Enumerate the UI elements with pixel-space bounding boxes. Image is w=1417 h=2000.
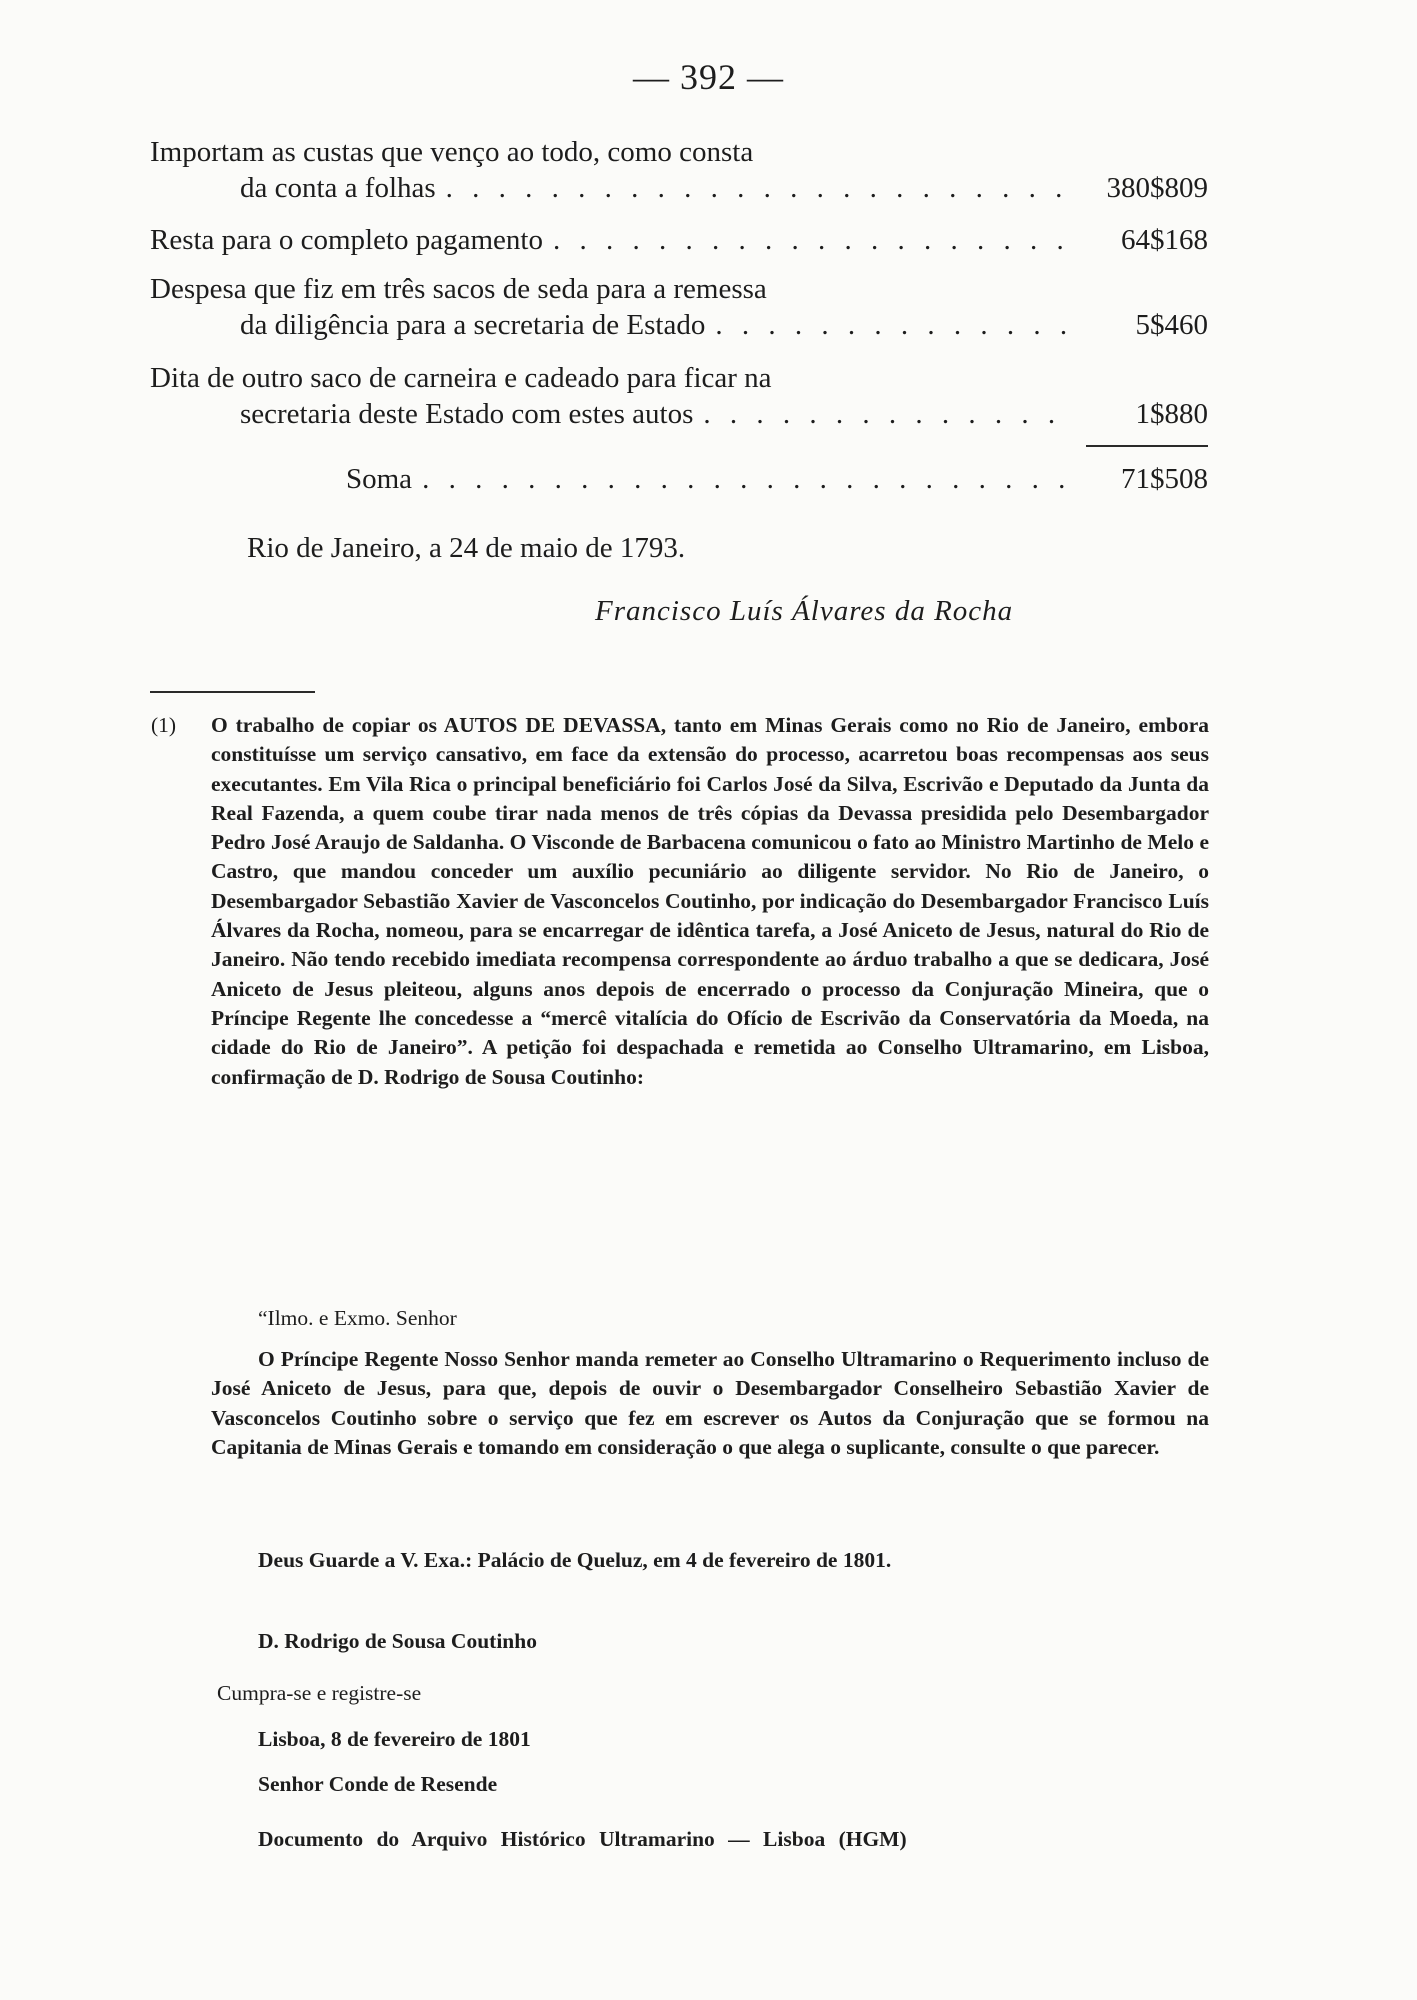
account-entry-line: Dita de outro saco de carneira e cadeado para ficar na: [150, 362, 772, 394]
letter-closing: Deus Guarde a V. Exa.: Palácio de Queluz, em 4 de fevereiro de 1801.: [258, 1548, 892, 1572]
dot-leader: [703, 396, 1066, 432]
letter-body: O Príncipe Regente Nosso Senhor manda remeter ao Conselho Ultramarino o Requerimento incluso de José Aniceto de Jesus, para que, depois de ouvir o Desembargador Conselheiro Sebastião Xavier de Vasconcelos Coutinho sobre o serviço que fez em escrever os Autos da Conjuração que se formou na Capitania de Minas Gerais e tomando em consideração o que alega o suplicante, consulte o que parecer.: [211, 1347, 1209, 1459]
dot-leader: [446, 170, 1066, 206]
sum-rule: [1086, 445, 1208, 447]
account-entry-line: da diligência para a secretaria de Estado: [240, 309, 706, 341]
account-entry-balance: [150, 222, 1208, 258]
account-entry-silk-bags: [150, 271, 1208, 343]
dispatch-order: Cumpra-se e registre-se: [217, 1681, 422, 1705]
footnote-text: [151, 711, 1209, 1092]
dispatch-date: Lisboa, 8 de fevereiro de 1801: [258, 1727, 531, 1751]
account-amount: 1$880: [1135, 398, 1208, 430]
account-entry-leather-bag: [150, 360, 1208, 432]
account-entry-line: secretaria deste Estado com estes autos: [240, 398, 694, 430]
account-entry-line: Importam as custas que venço ao todo, como consta: [150, 136, 754, 168]
sum-amount: 71$508: [1121, 463, 1208, 495]
footnote-body: O trabalho de copiar os AUTOS DE DEVASSA, tanto em Minas Gerais como no Rio de Janeiro, embora constituísse um serviço cansativo, em face da extensão do processo, acarretou boas recompensas aos seus executantes. Em Vila Rica o principal beneficiário foi Carlos José da Silva, Escrivão e Deputado da Junta da Real Fazenda, a quem coube tirar nada menos de três cópias da Devassa presidida pelo Desembargador Pedro José Araujo de Saldanha. O Visconde de Barbacena comunicou o fato ao Ministro Martinho de Melo e Castro, que mandou conceder um auxílio pecuniário ao diligente servidor. No Rio de Janeiro, o Desembargador Sebastião Xavier de Vasconcelos Coutinho, por indicação do Desembargador Francisco Luís Álvares da Rocha, nomeou, para se encarregar de idêntica tarefa, a José Aniceto de Jesus, natural do Rio de Janeiro. Não tendo recebido imediata recompensa correspondente ao árduo trabalho a que se dedicara, José Aniceto de Jesus pleiteou, alguns anos depois de encerrado o processo da Conjuração Mineira, que o Príncipe Regente lhe concedesse a “mercê vitalícia do Ofício de Escrivão da Conservatória da Moeda, na cidade do Rio de Janeiro”. A petição foi despachada e remetida ao Conselho Ultramarino, em Lisboa, confirmação de D. Rodrigo de Sousa Coutinho:: [211, 713, 1209, 1089]
page-number: — 392 —: [633, 57, 784, 97]
signature: Francisco Luís Álvares da Rocha: [595, 595, 1014, 627]
account-amount: 64$168: [1121, 224, 1208, 256]
account-entry-line: da conta a folhas: [240, 172, 436, 204]
dot-leader: [422, 461, 1066, 497]
footnote-mark: (1): [151, 713, 177, 737]
dot-leader: [553, 222, 1066, 258]
date-line: Rio de Janeiro, a 24 de maio de 1793.: [247, 532, 686, 564]
letter-salutation: “Ilmo. e Exmo. Senhor: [258, 1306, 457, 1330]
account-amount: 5$460: [1135, 309, 1208, 341]
account-entry-line: Resta para o completo pagamento: [150, 224, 543, 256]
dot-leader: [715, 307, 1066, 343]
source-citation: Documento do Arquivo Histórico Ultramarino — Lisboa (HGM): [258, 1827, 907, 1851]
letter-signer: D. Rodrigo de Sousa Coutinho: [258, 1629, 537, 1653]
account-entry-line: Despesa que fiz em três sacos de seda para a remessa: [150, 273, 767, 305]
account-amount: 380$809: [1106, 172, 1208, 204]
dispatch-addressee: Senhor Conde de Resende: [258, 1772, 498, 1796]
footnote-rule: [150, 691, 315, 693]
sum-row: [346, 461, 1208, 497]
sum-label: Soma: [346, 463, 413, 495]
account-entry-costs: [150, 134, 1208, 206]
